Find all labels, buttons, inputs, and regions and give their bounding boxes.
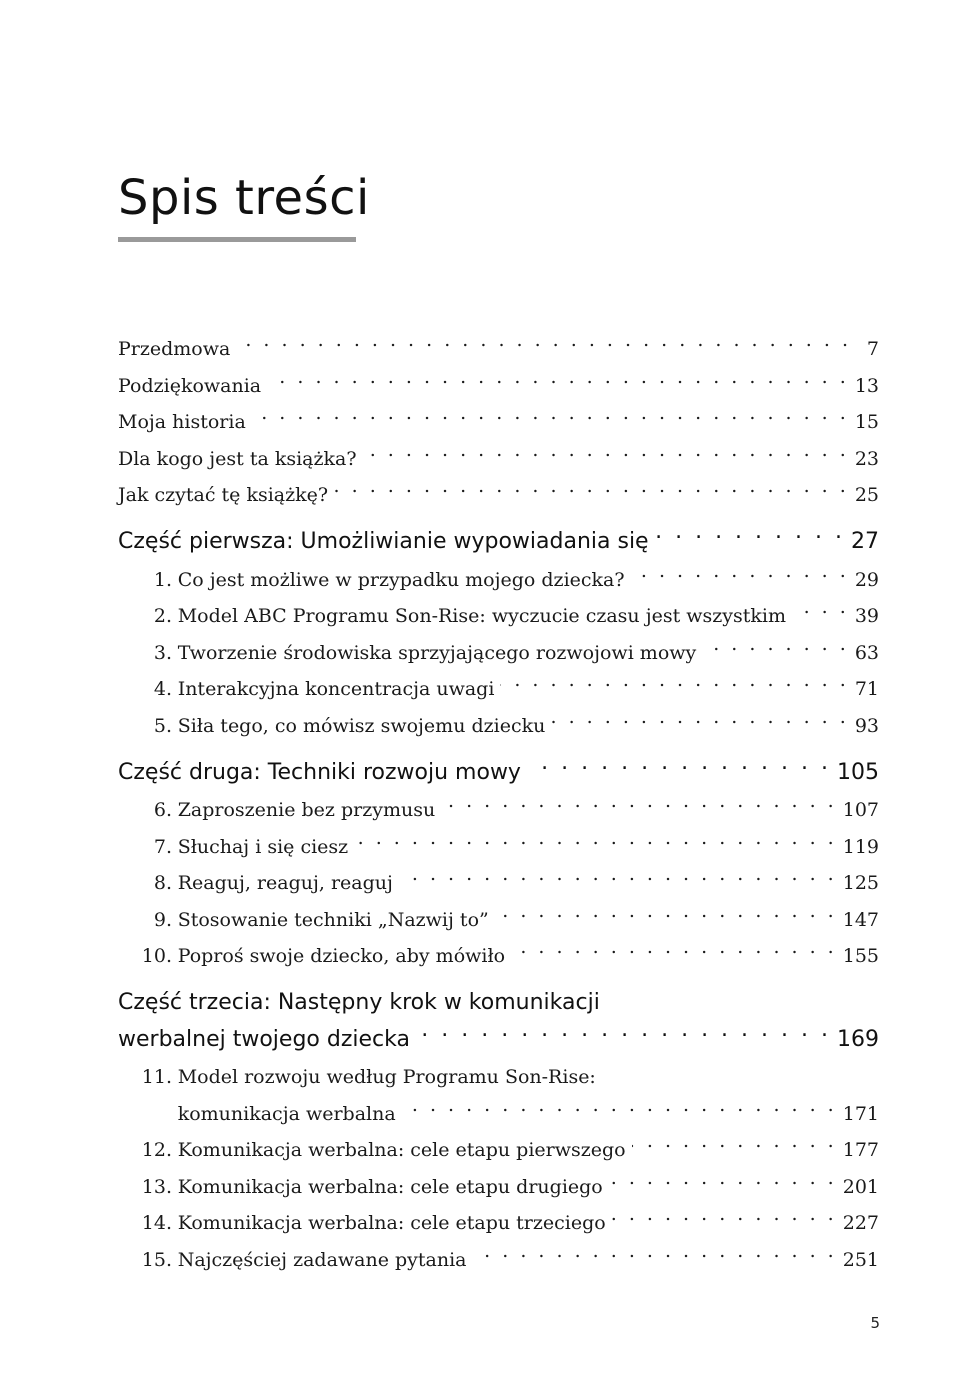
toc-page-number: 177 [842,1139,879,1161]
toc-chapter-number: 1. [153,569,172,591]
dot-leader [632,1137,837,1156]
page-number: 5 [870,1314,880,1332]
dot-leader [354,834,837,853]
toc-chapter-number: 15. [141,1249,172,1271]
toc-entry-title: Podziękowania [118,375,262,397]
toc-entry-title: Co jest możliwe w przypadku mojego dziecka? [177,569,625,591]
dot-leader [267,373,849,392]
toc-entry [118,868,879,898]
toc-entry-title: Komunikacja werbalna: cele etapu trzeciego [177,1212,606,1234]
toc-page-number: 169 [837,1027,879,1052]
toc-page-number: 171 [842,1103,879,1125]
toc-chapter-number: 9. [153,909,172,931]
toc-entry-title: Komunikacja werbalna: cele etapu pierwszego [177,1139,626,1161]
toc-entry-title: Moja historia [118,411,246,433]
toc-entry [118,674,879,704]
title-underline [118,237,356,242]
toc-entry [118,371,879,401]
toc-entry-title: Interakcyjna koncentracja uwagi [177,678,495,700]
toc-entry [118,480,879,510]
toc-page-number: 63 [854,642,879,664]
dot-leader [612,1210,837,1229]
toc-entry [118,711,879,741]
toc-page-number: 27 [851,529,879,554]
toc-page-number: 155 [842,945,879,967]
toc-page-number: 107 [842,799,879,821]
dot-leader [402,1101,837,1120]
toc-page-number: 227 [842,1212,879,1234]
toc-page-number: 29 [854,569,879,591]
toc-entry-title: Jak czytać tę książkę? [118,484,329,506]
toc-entry [118,1024,879,1056]
toc-entry-title: Siła tego, co mówisz swojemu dziecku [177,715,546,737]
dot-leader [511,943,837,962]
toc-chapter-number: 8. [153,872,172,894]
toc-entry [118,1099,879,1129]
toc-entry-title: Poproś swoje dziecko, aby mówiło [177,945,506,967]
dot-leader [500,676,848,695]
toc-entry-title: Tworzenie środowiska sprzyjającego rozwojowi mowy [177,642,697,664]
toc-entry-title: Model rozwoju według Programu Son-Rise: [177,1066,596,1088]
toc-page-number: 15 [854,411,879,433]
toc-entry [118,1245,879,1275]
dot-leader [609,1174,837,1193]
toc-entry-title: komunikacja werbalna [177,1103,396,1125]
toc-entry-title: Model ABC Programu Son-Rise: wyczucie czasu jest wszystkim [177,605,787,627]
toc-page-number: 39 [854,605,879,627]
toc-page-number: 25 [854,484,879,506]
toc-entry-title: Stosowanie techniki „Nazwij to” [177,909,489,931]
toc-entry [118,795,879,825]
dot-leader [252,409,849,428]
dot-leader [495,907,837,926]
toc-entry [118,905,879,935]
toc-entry [118,1062,879,1092]
toc-entry [118,832,879,862]
toc-entry-title: Część trzecia: Następny krok w komunikacji [118,990,600,1015]
dot-leader [551,713,848,732]
dot-leader [441,797,837,816]
toc-entry-title: Część druga: Techniki rozwoju mowy [118,760,521,785]
toc-page-number: 119 [842,836,879,858]
dot-leader [363,446,849,465]
toc-chapter-number: 3. [153,642,172,664]
toc-entry [118,1135,879,1165]
dot-leader [527,757,831,779]
toc-entry-title: werbalnej twojego dziecka [118,1027,410,1052]
toc-entry [118,601,879,631]
toc-entry [118,526,879,558]
toc-page-number: 105 [837,760,879,785]
toc-entry [118,1208,879,1238]
toc-chapter-number: 7. [153,836,172,858]
dot-leader [473,1247,837,1266]
toc-entry-title: Komunikacja werbalna: cele etapu drugiego [177,1176,603,1198]
toc-entry [118,941,879,971]
toc-entry-title: Słuchaj i się ciesz [177,836,349,858]
toc-chapter-number: 12. [141,1139,172,1161]
toc-page-number: 7 [866,338,879,360]
toc-entry [118,638,879,668]
toc-page-number: 23 [854,448,879,470]
toc-entry-title: Zaproszenie bez przymusu [177,799,436,821]
toc-chapter-number: 5. [153,715,172,737]
toc-entry [118,565,879,595]
dot-leader [334,482,849,501]
toc-page-number: 147 [842,909,879,931]
toc-entry [118,334,879,364]
page-title: Spis treści [118,170,370,226]
dot-leader [236,336,851,355]
toc-chapter-number: 11. [141,1066,172,1088]
toc-entry-title: Przedmowa [118,338,231,360]
dot-leader [655,526,845,548]
toc-entry-title: Najczęściej zadawane pytania [177,1249,467,1271]
toc-chapter-number: 4. [153,678,172,700]
toc-chapter-number: 14. [141,1212,172,1234]
toc-chapter-number: 6. [153,799,172,821]
toc-entry [118,444,879,474]
toc-entry [118,987,879,1019]
dot-leader [416,1024,831,1046]
dot-leader [631,567,849,586]
dot-leader [702,640,849,659]
toc-chapter-number: 13. [141,1176,172,1198]
dot-leader [399,870,837,889]
toc-chapter-number: 2. [153,605,172,627]
toc-page-number: 125 [842,872,879,894]
dot-leader [792,603,849,622]
toc-chapter-number: 10. [141,945,172,967]
toc-entry-title: Część pierwsza: Umożliwianie wypowiadania się [118,529,649,554]
toc-entry [118,757,879,789]
toc-entry [118,1172,879,1202]
toc-page-number: 251 [842,1249,879,1271]
toc-entry [118,407,879,437]
toc-page-number: 13 [854,375,879,397]
toc-page-number: 71 [854,678,879,700]
toc-entry-title: Dla kogo jest ta książka? [118,448,357,470]
toc-page-number: 93 [854,715,879,737]
toc-page-number: 201 [842,1176,879,1198]
toc-entry-title: Reaguj, reaguj, reaguj [177,872,393,894]
